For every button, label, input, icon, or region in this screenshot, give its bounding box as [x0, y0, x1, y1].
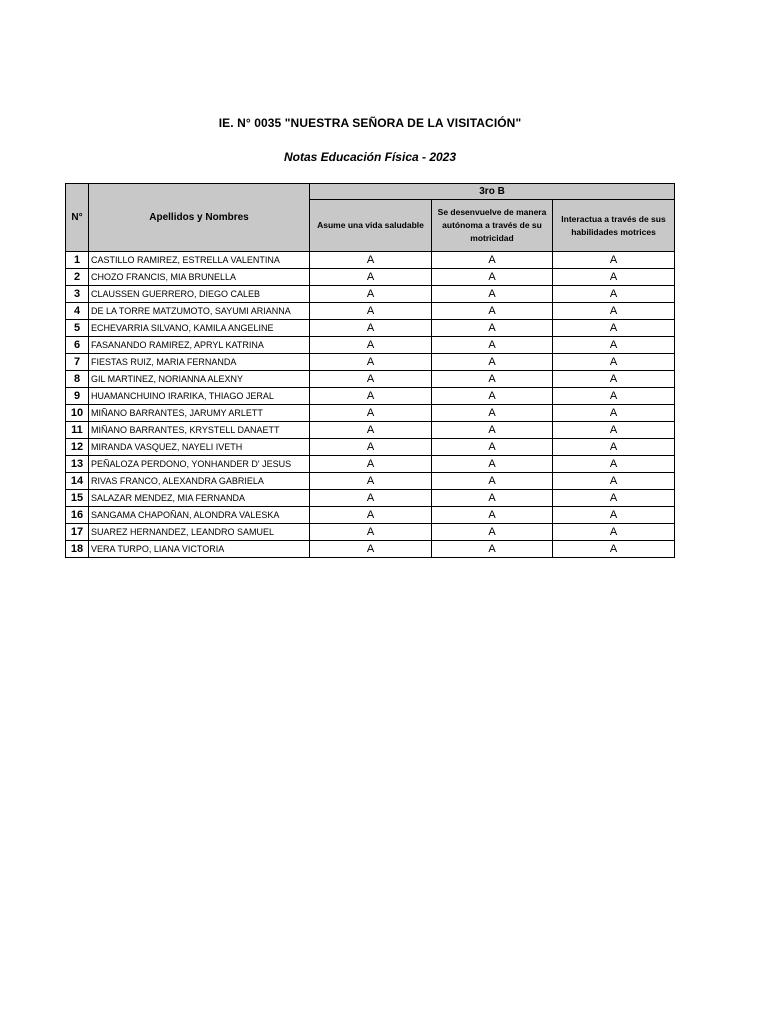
- grade-competency-1: A: [310, 490, 432, 507]
- student-name: SUAREZ HERNANDEZ, LEANDRO SAMUEL: [89, 524, 310, 541]
- competency-header-2: Se desenvuelve de manera autónoma a través de su motricidad: [432, 200, 553, 252]
- grade-competency-1: A: [310, 371, 432, 388]
- table-row: [66, 371, 675, 388]
- grade-competency-2: A: [432, 439, 553, 456]
- grade-competency-1: A: [310, 286, 432, 303]
- table-row: [66, 541, 675, 558]
- table-row: [66, 388, 675, 405]
- table-row: [66, 252, 675, 269]
- grade-competency-1: A: [310, 269, 432, 286]
- row-number: 4: [66, 303, 89, 320]
- student-name: SANGAMA CHAPOÑAN, ALONDRA VALESKA: [89, 507, 310, 524]
- student-name: FASANANDO RAMIREZ, APRYL KATRINA: [89, 337, 310, 354]
- row-number: 5: [66, 320, 89, 337]
- grade-competency-3: A: [553, 405, 675, 422]
- grade-competency-3: A: [553, 541, 675, 558]
- grade-competency-3: A: [553, 524, 675, 541]
- student-name: SALAZAR MENDEZ, MIA FERNANDA: [89, 490, 310, 507]
- row-number: 1: [66, 252, 89, 269]
- grade-competency-3: A: [553, 252, 675, 269]
- grade-competency-3: A: [553, 422, 675, 439]
- student-name: ECHEVARRIA SILVANO, KAMILA ANGELINE: [89, 320, 310, 337]
- row-number: 12: [66, 439, 89, 456]
- grade-competency-3: A: [553, 388, 675, 405]
- grade-competency-2: A: [432, 320, 553, 337]
- table-row: [66, 490, 675, 507]
- row-number: 7: [66, 354, 89, 371]
- student-name: CLAUSSEN GUERRERO, DIEGO CALEB: [89, 286, 310, 303]
- grade-competency-2: A: [432, 303, 553, 320]
- grade-competency-2: A: [432, 388, 553, 405]
- grade-competency-2: A: [432, 422, 553, 439]
- student-name: HUAMANCHUINO IRARIKA, THIAGO JERAL: [89, 388, 310, 405]
- grade-competency-3: A: [553, 439, 675, 456]
- row-number: 10: [66, 405, 89, 422]
- grades-table: [65, 183, 675, 558]
- grade-competency-2: A: [432, 286, 553, 303]
- grade-competency-1: A: [310, 507, 432, 524]
- row-number: 16: [66, 507, 89, 524]
- grade-competency-1: A: [310, 524, 432, 541]
- student-name: CASTILLO RAMIREZ, ESTRELLA VALENTINA: [89, 252, 310, 269]
- grade-competency-2: A: [432, 269, 553, 286]
- row-number: 13: [66, 456, 89, 473]
- grade-competency-1: A: [310, 405, 432, 422]
- grade-competency-3: A: [553, 320, 675, 337]
- grade-competency-1: A: [310, 303, 432, 320]
- grade-competency-2: A: [432, 354, 553, 371]
- grade-competency-2: A: [432, 456, 553, 473]
- grade-competency-1: A: [310, 388, 432, 405]
- row-number: 18: [66, 541, 89, 558]
- table-row: [66, 439, 675, 456]
- grade-competency-2: A: [432, 524, 553, 541]
- grade-competency-3: A: [553, 490, 675, 507]
- row-number: 3: [66, 286, 89, 303]
- grade-competency-1: A: [310, 541, 432, 558]
- student-name: RIVAS FRANCO, ALEXANDRA GABRIELA: [89, 473, 310, 490]
- grade-competency-3: A: [553, 507, 675, 524]
- student-name: MIÑANO BARRANTES, JARUMY ARLETT: [89, 405, 310, 422]
- school-title: IE. N° 0035 "NUESTRA SEÑORA DE LA VISITACIÓN": [218, 116, 522, 130]
- grade-competency-1: A: [310, 320, 432, 337]
- student-name: FIESTAS RUIZ, MARIA FERNANDA: [89, 354, 310, 371]
- grade-competency-2: A: [432, 490, 553, 507]
- column-header-name: Apellidos y Nombres: [89, 184, 310, 252]
- grade-competency-1: A: [310, 337, 432, 354]
- row-number: 2: [66, 269, 89, 286]
- table-row: [66, 456, 675, 473]
- table-row: [66, 524, 675, 541]
- grade-competency-1: A: [310, 439, 432, 456]
- grade-competency-3: A: [553, 371, 675, 388]
- grade-competency-1: A: [310, 473, 432, 490]
- grade-competency-1: A: [310, 354, 432, 371]
- student-name: MIÑANO BARRANTES, KRYSTELL DANAETT: [89, 422, 310, 439]
- grade-competency-2: A: [432, 252, 553, 269]
- grade-competency-2: A: [432, 337, 553, 354]
- table-row: [66, 507, 675, 524]
- competency-header-1: Asume una vida saludable: [310, 200, 432, 252]
- competency-header-3: Interactua a través de sus habilidades motrices: [553, 200, 675, 252]
- row-number: 8: [66, 371, 89, 388]
- grade-competency-1: A: [310, 456, 432, 473]
- student-name: GIL MARTINEZ, NORIANNA ALEXNY: [89, 371, 310, 388]
- table-row: [66, 320, 675, 337]
- grade-competency-3: A: [553, 269, 675, 286]
- table-row: [66, 405, 675, 422]
- grade-competency-2: A: [432, 405, 553, 422]
- grade-competency-2: A: [432, 507, 553, 524]
- table-row: [66, 269, 675, 286]
- student-name: CHOZO FRANCIS, MIA BRUNELLA: [89, 269, 310, 286]
- grade-competency-3: A: [553, 354, 675, 371]
- student-name: DE LA TORRE MATZUMOTO, SAYUMI ARIANNA: [89, 303, 310, 320]
- grade-competency-3: A: [553, 286, 675, 303]
- grade-competency-3: A: [553, 473, 675, 490]
- row-number: 17: [66, 524, 89, 541]
- student-name: MIRANDA VASQUEZ, NAYELI IVETH: [89, 439, 310, 456]
- table-row: [66, 303, 675, 320]
- table-row: [66, 337, 675, 354]
- student-rows: [66, 252, 675, 558]
- grade-competency-3: A: [553, 303, 675, 320]
- grade-competency-1: A: [310, 422, 432, 439]
- grade-competency-1: A: [310, 252, 432, 269]
- student-name: VERA TURPO, LIANA VICTORIA: [89, 541, 310, 558]
- table-row: [66, 422, 675, 439]
- grade-competency-3: A: [553, 337, 675, 354]
- table-row: [66, 473, 675, 490]
- student-name: PEÑALOZA PERDONO, YONHANDER D' JESUS: [89, 456, 310, 473]
- group-header: 3ro B: [310, 184, 675, 200]
- document-subtitle: Notas Educación Física - 2023: [283, 150, 457, 164]
- grade-competency-2: A: [432, 473, 553, 490]
- row-number: 11: [66, 422, 89, 439]
- table-row: [66, 354, 675, 371]
- table-row: [66, 286, 675, 303]
- column-header-number: N°: [66, 184, 89, 252]
- row-number: 6: [66, 337, 89, 354]
- row-number: 9: [66, 388, 89, 405]
- grade-competency-3: A: [553, 456, 675, 473]
- grade-competency-2: A: [432, 371, 553, 388]
- grade-competency-2: A: [432, 541, 553, 558]
- row-number: 15: [66, 490, 89, 507]
- row-number: 14: [66, 473, 89, 490]
